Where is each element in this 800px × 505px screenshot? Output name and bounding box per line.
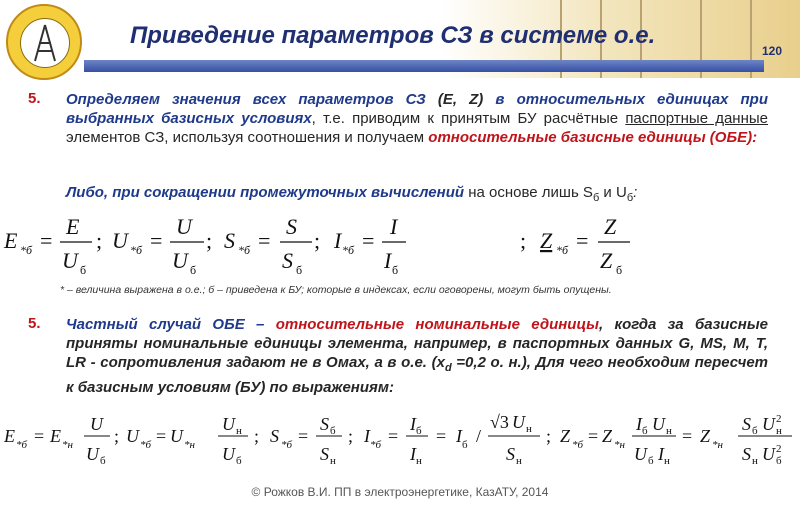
svg-text:*б: *б	[238, 243, 251, 257]
svg-text:I: I	[334, 228, 342, 253]
item1-text: в относительных единицах при выбранных базисных условиях	[66, 91, 768, 127]
svg-text:б: б	[648, 455, 654, 467]
svg-text:*б: *б	[572, 439, 584, 451]
svg-text:E: E	[50, 426, 61, 446]
svg-text:Z: Z	[604, 214, 617, 239]
svg-text:U: U	[762, 444, 775, 464]
svg-text:U: U	[652, 414, 665, 434]
svg-text:S: S	[282, 248, 293, 273]
svg-text:б: б	[642, 425, 648, 437]
item-number: 5.	[28, 315, 41, 332]
svg-text:=: =	[388, 426, 399, 446]
item2-paragraph	[66, 315, 768, 397]
item1-text: Определяем значения всех параметров СЗ	[66, 91, 426, 108]
svg-text:S: S	[286, 214, 297, 239]
svg-text:=: =	[298, 426, 309, 446]
item1-text: элементов СЗ, используя соотношения и получаем	[66, 129, 425, 146]
svg-text:;: ;	[254, 426, 260, 446]
formula-e-lhs: E	[4, 228, 18, 253]
item1-paragraph	[66, 90, 768, 147]
svg-text:=: =	[156, 426, 167, 446]
svg-text:*б: *б	[281, 439, 293, 451]
formula-row-1	[0, 206, 800, 284]
svg-text:н: н	[330, 455, 336, 467]
svg-text:U: U	[170, 426, 183, 446]
svg-text:2: 2	[776, 413, 782, 425]
svg-text:н: н	[526, 423, 532, 435]
svg-text:б: б	[616, 263, 623, 277]
svg-text:*н: *н	[614, 439, 625, 451]
svg-text:н: н	[236, 425, 242, 437]
line2-sub: б	[626, 192, 634, 204]
item-number: 5.	[28, 90, 41, 107]
svg-text:б: б	[236, 455, 242, 467]
svg-text:б: б	[416, 425, 422, 437]
slide-title: Приведение параметров СЗ в системе о.е.	[130, 22, 656, 49]
svg-text:S: S	[742, 444, 751, 464]
svg-text:н: н	[776, 425, 782, 437]
svg-text:/: /	[476, 426, 482, 446]
formula-sub: *б	[20, 243, 33, 257]
item1-params: (E, Z)	[437, 91, 484, 108]
title-underline-bar	[84, 60, 764, 72]
svg-text:=: =	[436, 426, 447, 446]
footnote: * – величина выражена в о.е.; б – приведена к БУ; которые в индексах, если оговорены, могут быть опущены.	[60, 284, 612, 296]
formula-row-2	[0, 406, 800, 478]
svg-text:;: ;	[96, 228, 103, 253]
svg-text:б: б	[296, 263, 303, 277]
svg-text:S: S	[270, 426, 279, 446]
svg-text:Z: Z	[700, 426, 711, 446]
line2-text: и U	[603, 184, 627, 201]
svg-text:*б: *б	[140, 439, 152, 451]
svg-text:*б: *б	[370, 439, 382, 451]
formula-u-lhs: U	[112, 228, 128, 253]
svg-text:U: U	[172, 248, 188, 273]
svg-text:I: I	[384, 248, 392, 273]
svg-text:=: =	[576, 228, 589, 253]
svg-text:*б: *б	[342, 243, 355, 257]
svg-text:б: б	[462, 439, 468, 451]
logo-emblem-icon	[20, 18, 70, 68]
svg-text:б: б	[776, 455, 782, 467]
svg-text:=: =	[40, 228, 53, 253]
svg-text:Z: Z	[560, 426, 571, 446]
svg-text:=: =	[588, 426, 599, 446]
svg-text:U: U	[222, 444, 235, 464]
svg-text:=: =	[150, 228, 163, 253]
line2-sub: б	[592, 192, 600, 204]
svg-text:U: U	[634, 444, 647, 464]
svg-text:I: I	[390, 214, 398, 239]
svg-text:I: I	[410, 414, 416, 434]
svg-text:U: U	[512, 412, 525, 432]
svg-text:;: ;	[546, 426, 552, 446]
svg-text:н: н	[752, 455, 758, 467]
svg-text:=: =	[34, 426, 45, 446]
svg-text:I: I	[364, 426, 370, 446]
line2-text: Либо, при сокращении промежуточных вычислений	[66, 184, 465, 201]
svg-text:;: ;	[114, 426, 120, 446]
svg-text:S: S	[320, 444, 329, 464]
svg-text:S: S	[506, 444, 515, 464]
svg-text:Z: Z	[600, 248, 613, 273]
line2-text: :	[633, 184, 638, 201]
svg-text:н: н	[416, 455, 422, 467]
svg-text:√3: √3	[490, 412, 509, 432]
svg-text:*н: *н	[62, 439, 73, 451]
line2-paragraph	[66, 183, 786, 208]
svg-text:Z: Z	[540, 228, 553, 253]
svg-text:;: ;	[520, 228, 527, 253]
svg-text:*б: *б	[556, 243, 569, 257]
svg-text:U: U	[762, 414, 775, 434]
svg-text:S: S	[320, 414, 329, 434]
svg-text:б: б	[100, 455, 106, 467]
formula-e-den: U	[62, 248, 78, 273]
formula-e-num: E	[66, 214, 80, 239]
svg-text:н: н	[666, 425, 672, 437]
page-number: 120	[762, 44, 783, 58]
svg-text:U: U	[176, 214, 192, 239]
svg-text:U: U	[222, 414, 235, 434]
svg-text:U: U	[86, 444, 99, 464]
svg-text:б: б	[752, 425, 758, 437]
item1-text: , т.е. приводим к принятым БУ расчётные	[311, 110, 619, 127]
svg-text:*н: *н	[184, 439, 195, 451]
svg-text:;: ;	[206, 228, 213, 253]
svg-text:;: ;	[314, 228, 321, 253]
svg-text:=: =	[362, 228, 375, 253]
item2-highlight: относительные номинальные единицы	[275, 316, 599, 333]
svg-text:I: I	[636, 414, 642, 434]
item2-text: , когда за базисные приняты номинальные единицы элемента, например, в паспортных данных G, MS, M, T, LR - сопротивления задают не в Омах, а в о.е. (x	[66, 316, 768, 371]
svg-text:*б: *б	[130, 243, 143, 257]
svg-text:б: б	[330, 425, 336, 437]
item1-highlight: относительные базисные единицы (ОБЕ):	[428, 129, 758, 146]
svg-text:U: U	[126, 426, 139, 446]
line2-text: на основе лишь S	[468, 184, 593, 201]
svg-text:I: I	[658, 444, 664, 464]
svg-text:2: 2	[776, 443, 782, 455]
item2-text: =0,2 о. н.), Для чего необходим пересчет к базисным условиям (БУ) по выражениям:	[66, 354, 768, 396]
svg-text:б: б	[80, 263, 87, 277]
svg-text:E: E	[4, 426, 15, 446]
svg-text:U: U	[90, 414, 103, 434]
university-logo	[6, 4, 82, 80]
item2-sub: d	[444, 362, 452, 374]
svg-text:б: б	[190, 263, 197, 277]
footer-copyright: © Рожков В.И. ПП в электроэнергетике, КазАТУ, 2014	[251, 485, 549, 499]
item2-text: Частный случай ОБЕ –	[66, 316, 265, 333]
svg-text:=: =	[682, 426, 693, 446]
svg-text:Z: Z	[602, 426, 613, 446]
svg-text:I: I	[456, 426, 462, 446]
svg-text:S: S	[224, 228, 235, 253]
svg-text:;: ;	[348, 426, 354, 446]
svg-text:=: =	[258, 228, 271, 253]
svg-text:*б: *б	[16, 439, 28, 451]
svg-text:I: I	[410, 444, 416, 464]
svg-text:б: б	[392, 263, 399, 277]
item1-text: паспортные данные	[625, 110, 768, 127]
svg-text:S: S	[742, 414, 751, 434]
svg-text:н: н	[516, 455, 522, 467]
svg-text:*н: *н	[712, 439, 723, 451]
svg-text:н: н	[664, 455, 670, 467]
